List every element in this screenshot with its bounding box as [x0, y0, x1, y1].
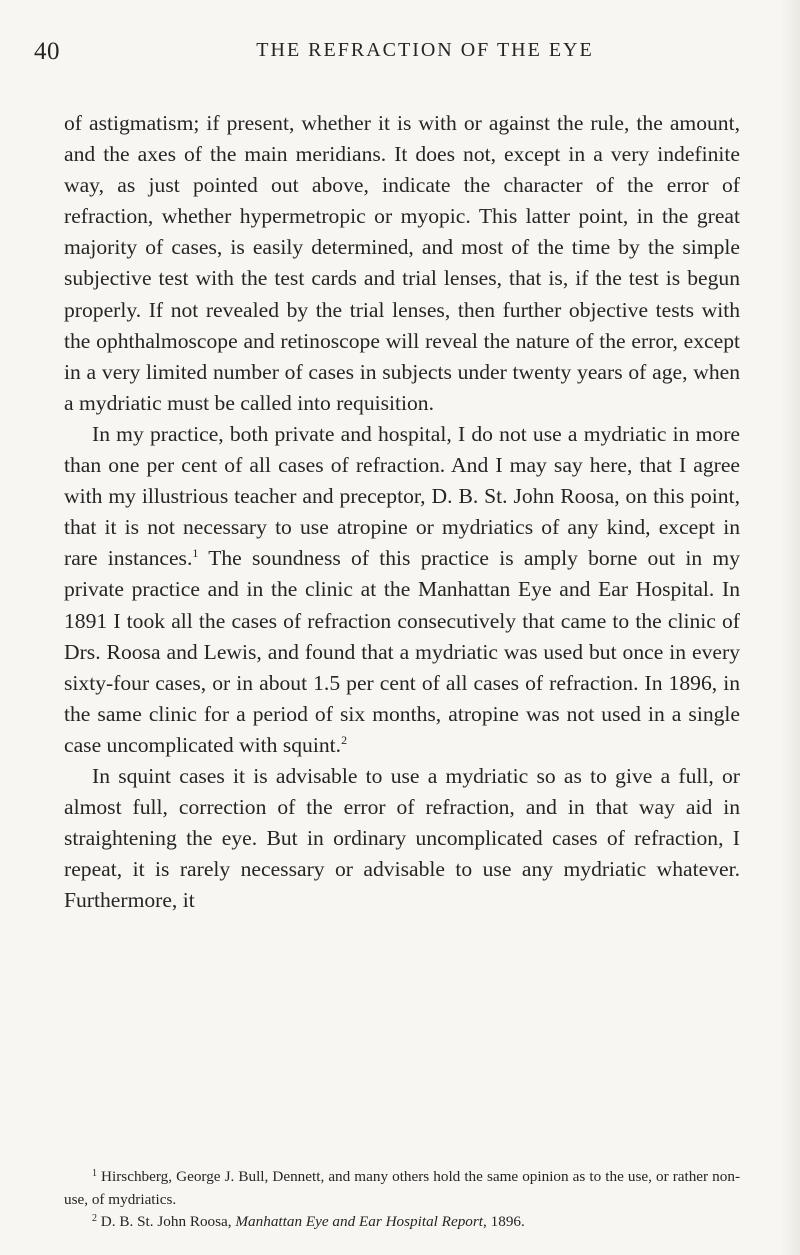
page-number: 40 [34, 38, 60, 65]
footnote-2 [64, 1211, 740, 1234]
body-text [64, 108, 740, 916]
footnotes [64, 1166, 740, 1234]
paragraph-2-part-b: The soundness of this practice is amply borne out in my private practice and in the clinic at the Manhattan Eye and Ear Hospital. In 1891 I took all the cases of refraction consecutively that came to the clinic of Drs. Roosa and Lewis, and found that a mydriatic was used but once in every sixty-four cases, or in about 1.5 per cent of all cases of refraction. In 1896, in the same clinic for a period of six months, atropine was not used in a single case uncomplicated with squint. [64, 546, 740, 757]
footnote-2-author: D. B. St. John Roosa, [97, 1213, 236, 1230]
page-edge-shadow [780, 0, 800, 1255]
footnote-2-year: , 1896. [483, 1213, 525, 1230]
footnote-1-text: Hirschberg, George J. Bull, Dennett, and many others hold the same opinion as to the use, or rather non-use, of mydriatics. [64, 1168, 740, 1208]
paragraph-1: of astigmatism; if present, whether it is with or against the rule, the amount, and the axes of the main meridians. It does not, except in a very indefinite way, as just pointed out above, indicate the character of the error of refraction, whether hypermetropic or myopic. This latter point, in the great majority of cases, is easily determined, and most of the time by the simple subjective test with the test cards and trial lenses, that is, if the test is begun properly. If not revealed by the trial lenses, then further objective tests with the ophthalmoscope and retinoscope will reveal the nature of the error, except in a very limited number of cases in subjects under twenty years of age, when a mydriatic must be called into requisition. [64, 111, 740, 415]
paragraph-2 [64, 419, 740, 761]
footnote-2-title: Manhattan Eye and Ear Hospital Report [235, 1213, 484, 1230]
footnote-1 [64, 1166, 740, 1211]
running-title: THE REFRACTION OF THE EYE [256, 39, 594, 61]
footnote-ref-2: 2 [341, 732, 348, 747]
paragraph-3: In squint cases it is advisable to use a mydriatic so as to give a full, or almost full, correction of the error of refraction, and in that way aid in straightening the eye. But in ordinary uncomplicated cases of refraction, I repeat, it is rarely necessary or advisable to use any mydriatic whatever. Furthermore, it [64, 763, 740, 913]
footnote-1-mark: 1 [92, 1168, 97, 1179]
footnote-ref-1: 1 [192, 546, 199, 561]
footnote-2-mark: 2 [92, 1213, 97, 1224]
paragraph-2-part-a: In my practice, both private and hospital, I do not use a mydriatic in more than one per cent of all cases of refraction. And I may say here, that I agree with my illustrious teacher and preceptor, D. B. St. John Roosa, on this point, that it is not necessary to use atropine or mydriatics of any kind, except in rare instances. [64, 421, 740, 571]
page-header [34, 36, 754, 76]
